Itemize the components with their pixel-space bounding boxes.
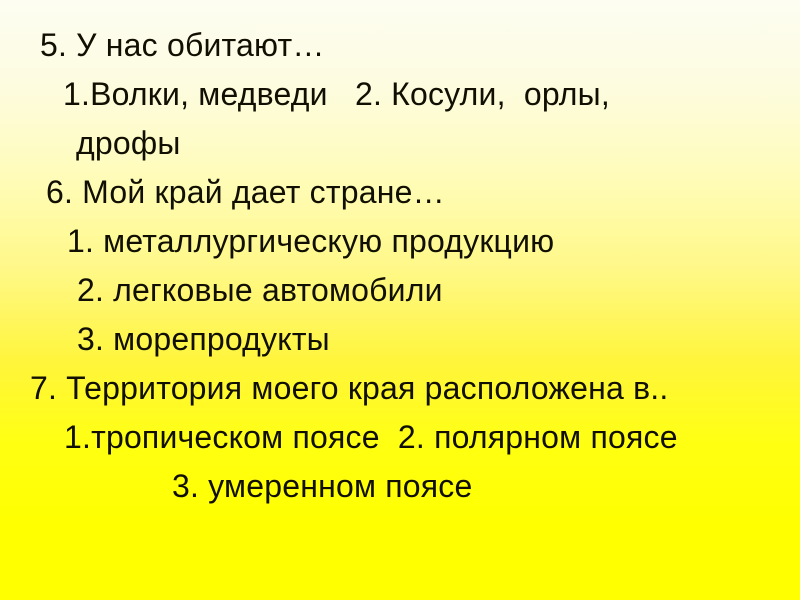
slide-text-block xyxy=(0,21,800,511)
slide-text-line: 3. морепродукты xyxy=(77,321,330,357)
slide-text-line: 6. Мой край дает стране… xyxy=(46,174,445,210)
slide-text-line: 3. умеренном поясе xyxy=(172,468,473,504)
slide-text-line: 5. У нас обитают… xyxy=(40,27,325,63)
slide-text-line: 1. металлургическую продукцию xyxy=(67,223,555,259)
slide-text-line: 7. Территория моего края расположена в.. xyxy=(30,370,669,406)
slide-text-line: дрофы xyxy=(76,125,181,161)
slide-text-line: 1.Волки, медведи 2. Косули, орлы, xyxy=(63,76,610,112)
slide-text-line: 1.тропическом поясе 2. полярном поясе xyxy=(64,419,678,455)
slide-text-line: 2. легковые автомобили xyxy=(77,272,443,308)
